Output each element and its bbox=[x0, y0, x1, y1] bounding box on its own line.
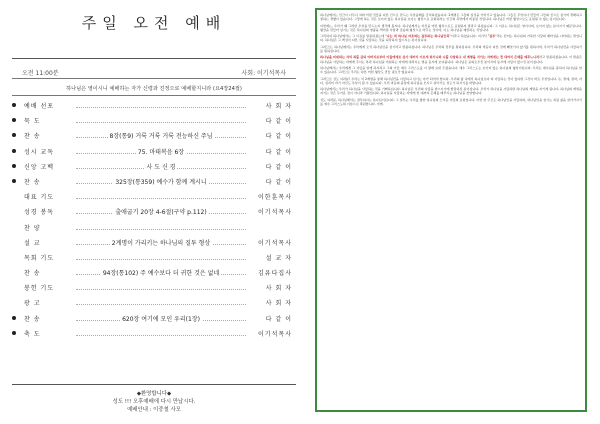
order-leader: 다 같 이 bbox=[265, 148, 292, 156]
order-row bbox=[10, 328, 298, 343]
bullet-icon bbox=[12, 316, 16, 320]
order-label: 성시 교독 bbox=[24, 148, 55, 156]
bullet-icon bbox=[12, 103, 16, 107]
service-time: 오전 11:00분 bbox=[22, 70, 59, 77]
sermon-paragraph bbox=[320, 55, 582, 64]
order-row bbox=[10, 282, 298, 297]
order-label: 찬 송 bbox=[24, 133, 41, 141]
dot-leader bbox=[76, 284, 246, 290]
order-leader: 이기석목사 bbox=[258, 209, 292, 217]
order-label: 봉헌 기도 bbox=[24, 285, 55, 293]
order-leader: 설 교 자 bbox=[265, 254, 292, 262]
order-label: 광 고 bbox=[24, 300, 41, 308]
sermon-panel bbox=[315, 8, 587, 412]
order-content: 8장(통9) 거룩 거룩 거룩 전능하신 주님 bbox=[109, 133, 213, 141]
order-label: 대표 기도 bbox=[24, 194, 55, 202]
order-row bbox=[10, 267, 298, 282]
order-row bbox=[10, 313, 298, 328]
bullet-icon bbox=[12, 118, 16, 122]
dot-leader bbox=[76, 224, 246, 230]
order-label: 묵 도 bbox=[24, 118, 41, 126]
order-leader: 다 같 이 bbox=[265, 133, 292, 141]
divider bbox=[12, 58, 296, 59]
order-row bbox=[10, 297, 298, 312]
bullet-icon bbox=[12, 331, 16, 335]
order-leader: 다 같 이 bbox=[265, 315, 292, 323]
text-span: "이라고 하셨습니다. 여기서 " bbox=[449, 34, 490, 39]
order-leader: 다 같 이 bbox=[265, 118, 292, 126]
order-row bbox=[10, 161, 298, 176]
text-span: 라고 말씀하셨습니다. 이 말씀은 하나님을 사랑하는 자에게 주시는 복과 하나님을 미워하는 자에게 내리시는 벌을 동시에 보여줍니다. 하나님은 공의로우신 분이시며 동시에 사랑이 많으신 분이십니다. bbox=[320, 55, 582, 64]
order-leader: 사 회 자 bbox=[265, 285, 292, 293]
order-label: 예배 선포 bbox=[24, 103, 55, 110]
order-leader: 이기석목사 bbox=[258, 330, 292, 338]
highlight-text: 질투 bbox=[489, 34, 496, 39]
dot-leader bbox=[76, 117, 246, 123]
worship-order-list bbox=[10, 100, 298, 343]
footer bbox=[10, 390, 298, 414]
bullet-icon bbox=[12, 179, 16, 183]
order-leader: 이한훈목사 bbox=[258, 194, 292, 202]
order-label: 찬 송 bbox=[24, 270, 41, 278]
order-row bbox=[10, 206, 298, 221]
presider: 사회: 이기석목사 bbox=[241, 70, 286, 77]
sermon-paragraph bbox=[320, 34, 582, 43]
order-row bbox=[10, 176, 298, 191]
bulletin-order-panel bbox=[10, 6, 298, 420]
order-row bbox=[10, 252, 298, 267]
text-span: "라는 단어는 하나님의 거룩한 사랑의 배타성을 나타내는 말입니다. 하나님은 그 백성이 다른 것을 사랑하는 것을 허락하지 않으시는 분이십니다. bbox=[320, 34, 582, 43]
order-label: 축 도 bbox=[24, 330, 41, 338]
order-content: 620장 여기에 모인 우리(1장) bbox=[122, 315, 200, 323]
order-content: 75. 마태복음 6장 bbox=[137, 148, 185, 156]
order-row bbox=[10, 115, 298, 130]
sermon-paragraph: 하나님께서는 인간이 나무나 쇠와 어떤 것들을 다른 신으로 만드는 우상숭배를 금지하셨습니다. 2계명은 그들의 심성을 가리키고 있습니다. 그들은 무엇이나 만들어 그들의 신으로 섬기며 경배하고 절하는 경향이 있습니다. 그렇게 하는 것은 보이지 않는 하나님을 보이는 형상으로 표현하려는 인간의 욕망에서 비롯된 것입니다. 하나님은 어떤 형상으로도 표현될 수 없는 분이십니다. bbox=[320, 13, 582, 22]
sermon-paragraph: 하나님께서는 우리에게 그 사랑을 알게 하시려고 그의 아들 예수 그리스도를 이 땅에 보내 주셨습니다. 예수 그리스도는 보이지 않는 하나님의 형상이십니다. 우리는 예수님을 통하여 하나님을 알 수 있습니다. 그러므로 우리는 다른 어떤 형상도 만들 필요가 없습니다. bbox=[320, 65, 582, 75]
order-label: 찬 송 bbox=[24, 315, 41, 323]
sermon-paragraph: 성도 여러분, 하나님께서는 질투하시는 하나님이십니다. 그 질투는 우리를 향한 하나님의 뜨거운 사랑의 표현입니다. 이번 한 주간도 하나님만을 사랑하며, 하나님만을 섬기는 복된 삶을 살아가시기를 예수 그리스도의 이름으로 축원합니다. 아멘. bbox=[320, 97, 582, 107]
order-label: 찬 양 bbox=[24, 224, 41, 232]
order-row bbox=[10, 130, 298, 145]
sermon-text bbox=[320, 13, 582, 407]
order-leader: 이기석목사 bbox=[258, 239, 292, 247]
order-content: 325장(통359) 예수가 함께 계시니 bbox=[115, 178, 207, 186]
order-content: 출애굽기 20장 4-6절(구약 p.112) bbox=[115, 209, 207, 217]
order-row bbox=[10, 191, 298, 206]
order-label: 신앙 고백 bbox=[24, 163, 55, 171]
bullet-icon bbox=[12, 164, 16, 168]
sermon-paragraph: 그러므로 성도 여러분! 우리는 이 2계명을 통해 하나님만을 사랑하고 섬기는 자가 되어야 합니다. 우리의 삶 속에서 하나님보다 더 사랑하는 것이 있다면 그것이 바로 우상입니다. 돈, 명예, 권력, 자녀, 심지어 자기 자신도 우상이 될 수 있습니다. 우리 마음의 중심에 하나님을 모시고 살아가는 성도가 되시기를 바랍니다. bbox=[320, 76, 582, 85]
divider bbox=[12, 95, 296, 96]
highlight-text: 하나님을 미워하는 자의 죄를 갚되 아버지로부터 아들에게로 삼사 대까지 이르게 하거니와 나를 사랑하고 내 계명을 지키는 자에게는 천 대까지 은혜를 베푸느니라 bbox=[320, 55, 540, 60]
order-row bbox=[10, 146, 298, 161]
order-leader: 사 회 자 bbox=[265, 103, 292, 110]
order-content: 2계명이 가리키는 하나님의 질투 형상 bbox=[111, 239, 211, 247]
order-row bbox=[10, 100, 298, 115]
order-label: 설 교 bbox=[24, 239, 41, 247]
sermon-paragraph: 하나님께서는 우리가 하나님을 사랑하는 것을 기뻐하십니다. 하나님은 우리의 사랑을 받으시기에 합당하신 분이십니다. 우리가 하나님을 사랑하면 하나님의 계명을 지키게 됩니다. 하나님의 계명을 지키는 것은 무거운 짐이 아니라 기쁨입니다. 하나님을 사랑하는 자에게 천 대까지 은혜를 베푸시는 하나님을 찬양합니다. bbox=[320, 87, 582, 96]
page-title: 주일 오전 예배 bbox=[81, 14, 227, 32]
worship-verse: 하나님은 영이시니 예배하는 자가 신령과 진정으로 예배할지니라 (요4장24절) bbox=[66, 86, 242, 92]
order-content: 사 도 신 경 bbox=[146, 163, 176, 171]
dot-leader bbox=[76, 102, 246, 108]
bullet-icon bbox=[12, 133, 16, 137]
dot-leader bbox=[76, 299, 246, 305]
order-label: 성경 봉독 bbox=[24, 209, 55, 217]
bullet-icon bbox=[12, 149, 16, 153]
order-label: 목회 기도 bbox=[24, 254, 55, 262]
dot-leader bbox=[76, 193, 246, 199]
order-leader: 다 같 이 bbox=[265, 163, 292, 171]
dot-leader bbox=[76, 330, 246, 336]
guide-text: 예배안내 : 이중철 사모 bbox=[127, 407, 181, 413]
dot-leader bbox=[76, 254, 246, 260]
order-leader: 김유다집사 bbox=[258, 270, 292, 278]
welcome-text: ◆환영합니다◆ bbox=[136, 391, 172, 397]
divider bbox=[12, 78, 296, 79]
highlight-text: 나는 네 하나님 여호와는 질투하는 하나님인즉 bbox=[386, 34, 450, 39]
order-row bbox=[10, 222, 298, 237]
sermon-paragraph: 그러므로, 하나님께서는 우리에게 오직 하나님만을 섬기라고 말씀하십니다. 하나님은 우리의 전부를 원하십니다. 우리의 마음이 다른 것에 빼앗기지 않기를 원하시며, 우리가 하나님만을 사랑하기를 원하십니다. bbox=[320, 44, 582, 54]
sermon-paragraph: 이번에는, 우리가 왜 그러한 우상을 만드는지 생각해 봅시다. 하나님께서는 자신을 어떤 형상으로도 표현하지 말라고 하셨습니다. 그 이유는 하나님은 영이시며, 보이지 않는 분이시기 때문입니다. 형상을 만들어 섬기는 것은 하나님의 영광을 썩어질 사람과 짐승의 형상으로 바꾸는 것이며, 이는 하나님을 제한하는 것입니다. bbox=[320, 23, 582, 32]
order-leader: 사 회 자 bbox=[265, 300, 292, 308]
order-row bbox=[10, 237, 298, 252]
text-span: 그리하여 하나님께서는 그 이유를 말씀하셨는데 " bbox=[320, 34, 387, 39]
divider bbox=[12, 384, 296, 385]
order-content: 94장(통102) 주 예수보다 더 귀한 것은 없네 bbox=[102, 270, 220, 278]
evening-service-note: 성도 !!! 오후예배에 다시 만납시다. bbox=[112, 399, 196, 405]
order-label: 찬 송 bbox=[24, 178, 41, 186]
order-leader: 다 같 이 bbox=[265, 178, 292, 186]
